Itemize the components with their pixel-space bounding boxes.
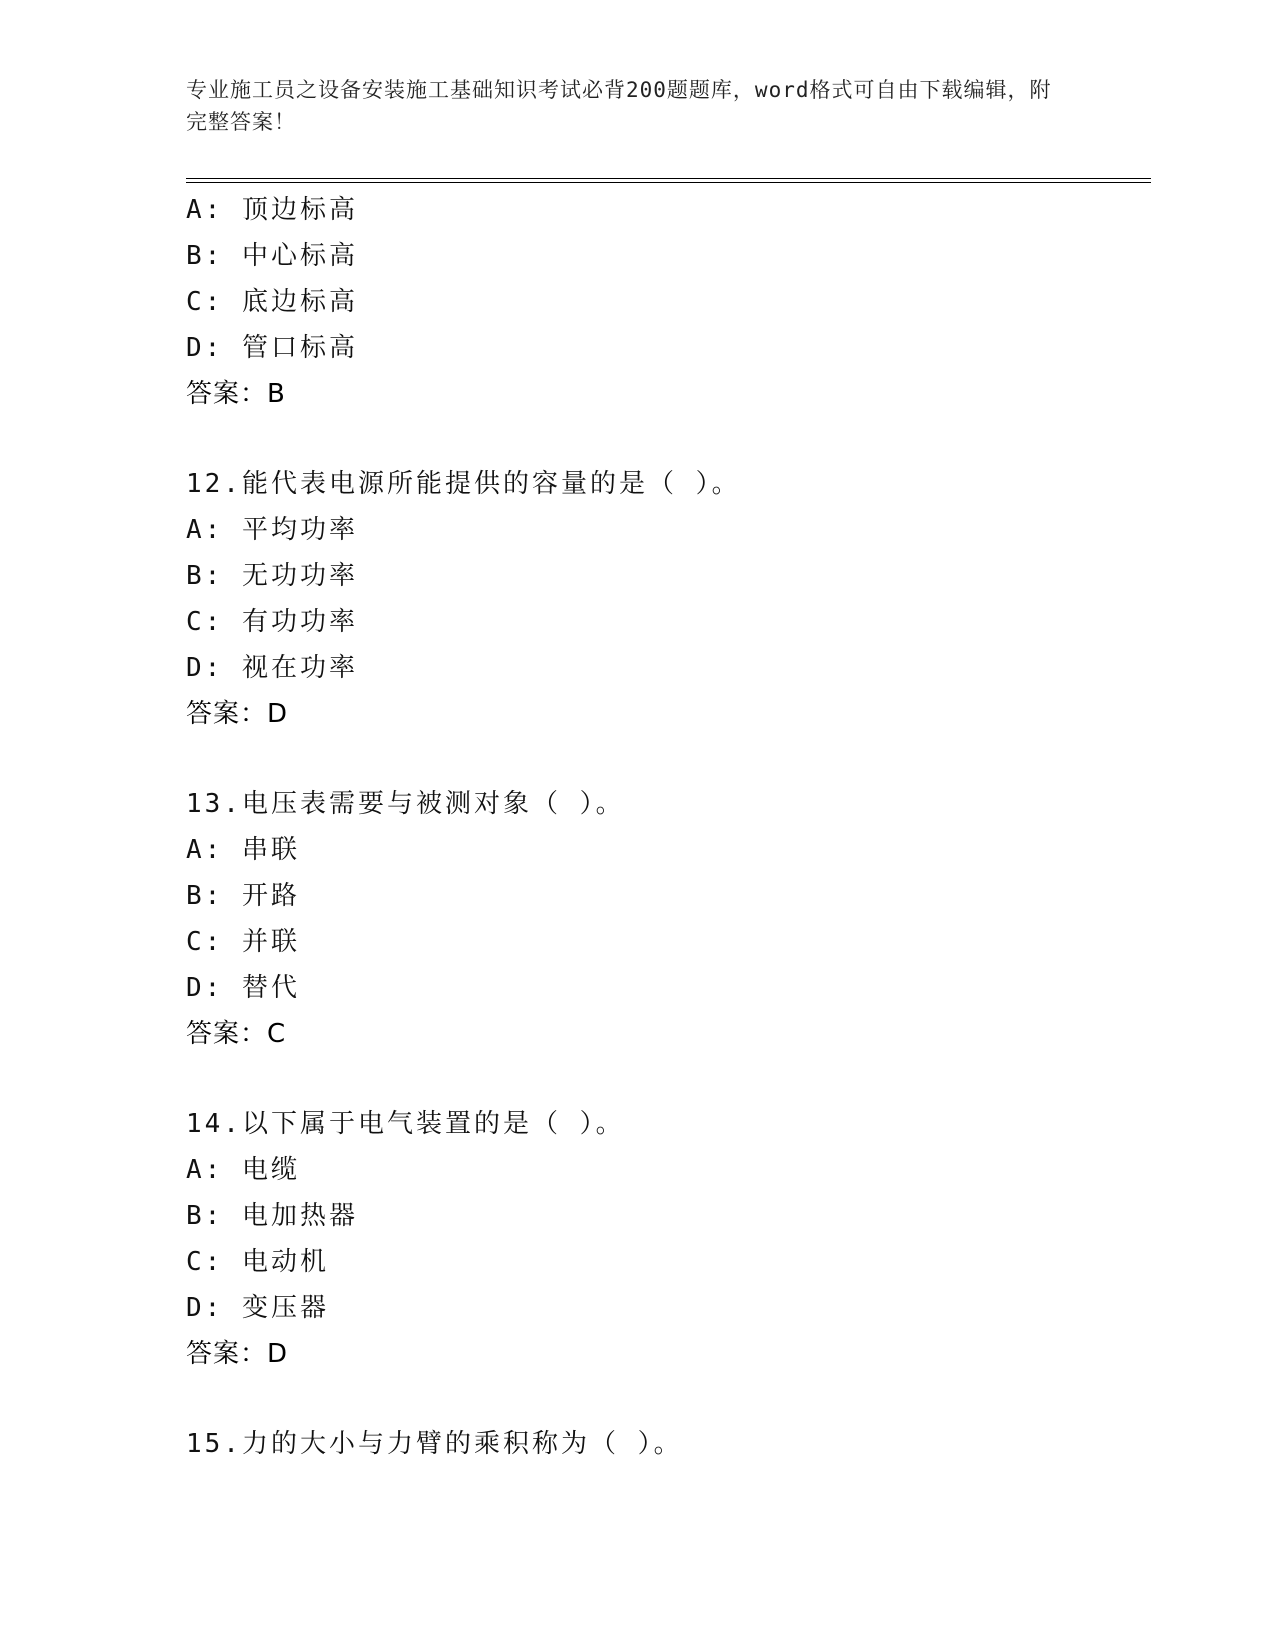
option-b: B: 中心标高 — [186, 241, 358, 271]
question-text: 15.力的大小与力臂的乘积称为（ ）。 — [186, 1429, 683, 1459]
answer-line: 答案：D — [186, 1339, 289, 1369]
option-c: C: 电动机 — [186, 1247, 329, 1277]
option-b: B: 无功功率 — [186, 561, 358, 591]
option-b: B: 开路 — [186, 881, 300, 911]
option-a: A: 串联 — [186, 835, 300, 865]
option-c: C: 并联 — [186, 927, 300, 957]
question-block-15 — [186, 1421, 1151, 1467]
option-b: B: 电加热器 — [186, 1201, 358, 1231]
option-d: D: 视在功率 — [186, 653, 358, 683]
question-block-13 — [186, 781, 1151, 1057]
option-d: D: 管口标高 — [186, 333, 358, 363]
question-text: 13.电压表需要与被测对象（ ）。 — [186, 789, 625, 819]
header-double-rule — [186, 178, 1151, 183]
document-header-title: 专业施工员之设备安装施工基础知识考试必背200题题库，word格式可自由下载编辑，附完整答案！ — [186, 78, 1052, 134]
option-a: A: 电缆 — [186, 1155, 300, 1185]
option-c: C: 底边标高 — [186, 287, 358, 317]
question-block-14 — [186, 1101, 1151, 1377]
option-d: D: 变压器 — [186, 1293, 329, 1323]
option-a: A: 顶边标高 — [186, 195, 358, 225]
answer-line: 答案：C — [186, 1019, 287, 1049]
question-text: 12.能代表电源所能提供的容量的是（ ）。 — [186, 469, 741, 499]
question-block-12 — [186, 461, 1151, 737]
option-d: D: 替代 — [186, 973, 300, 1003]
answer-line: 答案：D — [186, 699, 289, 729]
answer-line: 答案：B — [186, 379, 286, 409]
question-list — [186, 187, 1151, 1467]
question-text: 14.以下属于电气装置的是（ ）。 — [186, 1109, 625, 1139]
option-a: A: 平均功率 — [186, 515, 358, 545]
question-block-11 — [186, 187, 1151, 417]
option-c: C: 有功功率 — [186, 607, 358, 637]
